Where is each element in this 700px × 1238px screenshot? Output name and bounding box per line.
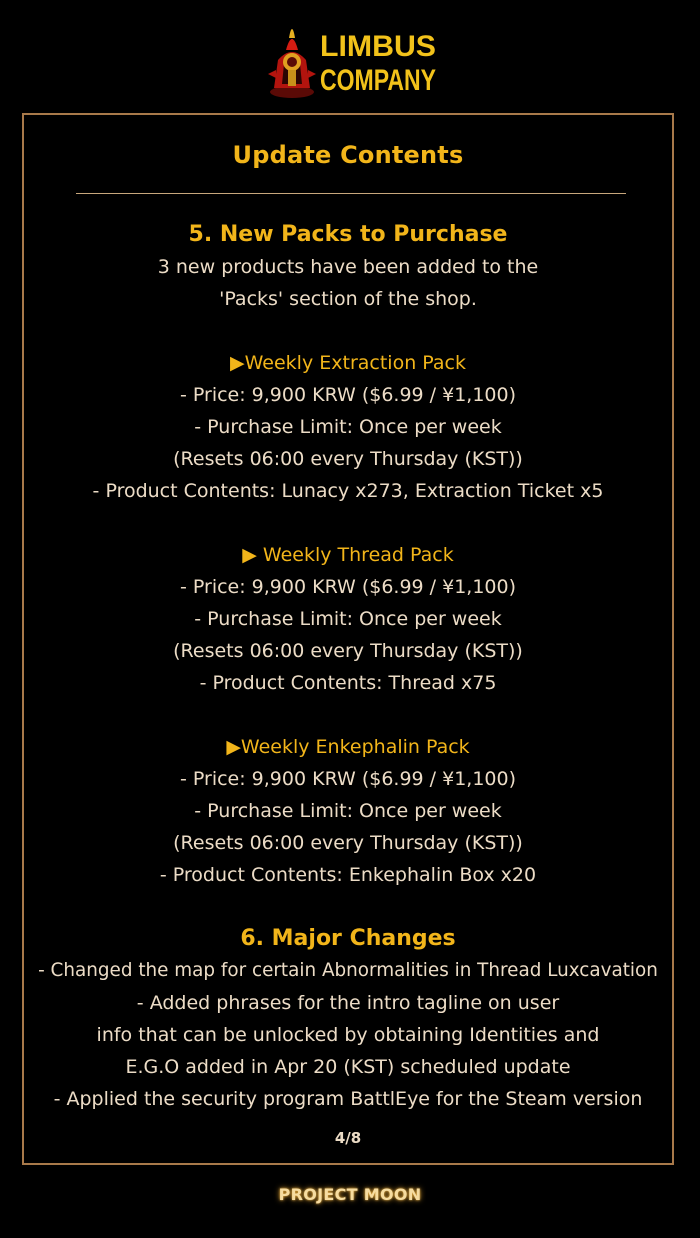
content-line: - Purchase Limit: Once per week (194, 800, 502, 822)
content-line: (Resets 06:00 every Thursday (KST)) (173, 640, 523, 662)
content-line: 'Packs' section of the shop. (219, 288, 477, 310)
panel-title: Update Contents (232, 141, 464, 169)
project-moon-brand: PROJECT MOON (278, 1185, 422, 1204)
section-heading: 6. Major Changes (240, 926, 456, 951)
update-content (24, 219, 672, 1115)
spacer (24, 315, 672, 347)
content-line: E.G.O added in Apr 20 (KST) scheduled update (125, 1056, 571, 1078)
content-line: - Applied the security program BattlEye for the Steam version (53, 1088, 643, 1110)
logo-line-1: LIMBUS (320, 30, 436, 63)
pack-title: ▶ Weekly Thread Pack (242, 544, 454, 566)
content-line: (Resets 06:00 every Thursday (KST)) (173, 448, 523, 470)
content-line: - Product Contents: Enkephalin Box x20 (159, 864, 537, 886)
content-line: - Price: 9,900 KRW ($6.99 / ¥1,100) (179, 768, 517, 790)
content-line: - Added phrases for the intro tagline on user (136, 992, 560, 1014)
spacer (24, 699, 672, 731)
content-line: - Purchase Limit: Once per week (194, 416, 502, 438)
logo-line-2: COMPANY (320, 64, 436, 97)
spacer (24, 507, 672, 539)
content-line: (Resets 06:00 every Thursday (KST)) (173, 832, 523, 854)
content-line: info that can be unlocked by obtaining Identities and (96, 1024, 600, 1046)
content-line: 3 new products have been added to the (157, 256, 539, 278)
update-panel (22, 113, 674, 1165)
page-number: 4/8 (334, 1129, 362, 1147)
pack-title: ▶Weekly Enkephalin Pack (226, 736, 470, 758)
section-heading: 5. New Packs to Purchase (188, 222, 508, 247)
limbus-company-logo (262, 14, 442, 100)
content-line: - Purchase Limit: Once per week (194, 608, 502, 630)
pack-title: ▶Weekly Extraction Pack (230, 352, 466, 374)
content-line: - Product Contents: Lunacy x273, Extraction Ticket x5 (92, 480, 604, 502)
emblem-icon (268, 29, 316, 98)
content-line: - Price: 9,900 KRW ($6.99 / ¥1,100) (179, 384, 517, 406)
content-line: - Product Contents: Thread x75 (199, 672, 497, 694)
spacer (24, 891, 672, 923)
content-line: - Changed the map for certain Abnormalities in Thread Luxcavation (38, 960, 658, 981)
title-divider (76, 193, 626, 194)
content-line: - Price: 9,900 KRW ($6.99 / ¥1,100) (179, 576, 517, 598)
